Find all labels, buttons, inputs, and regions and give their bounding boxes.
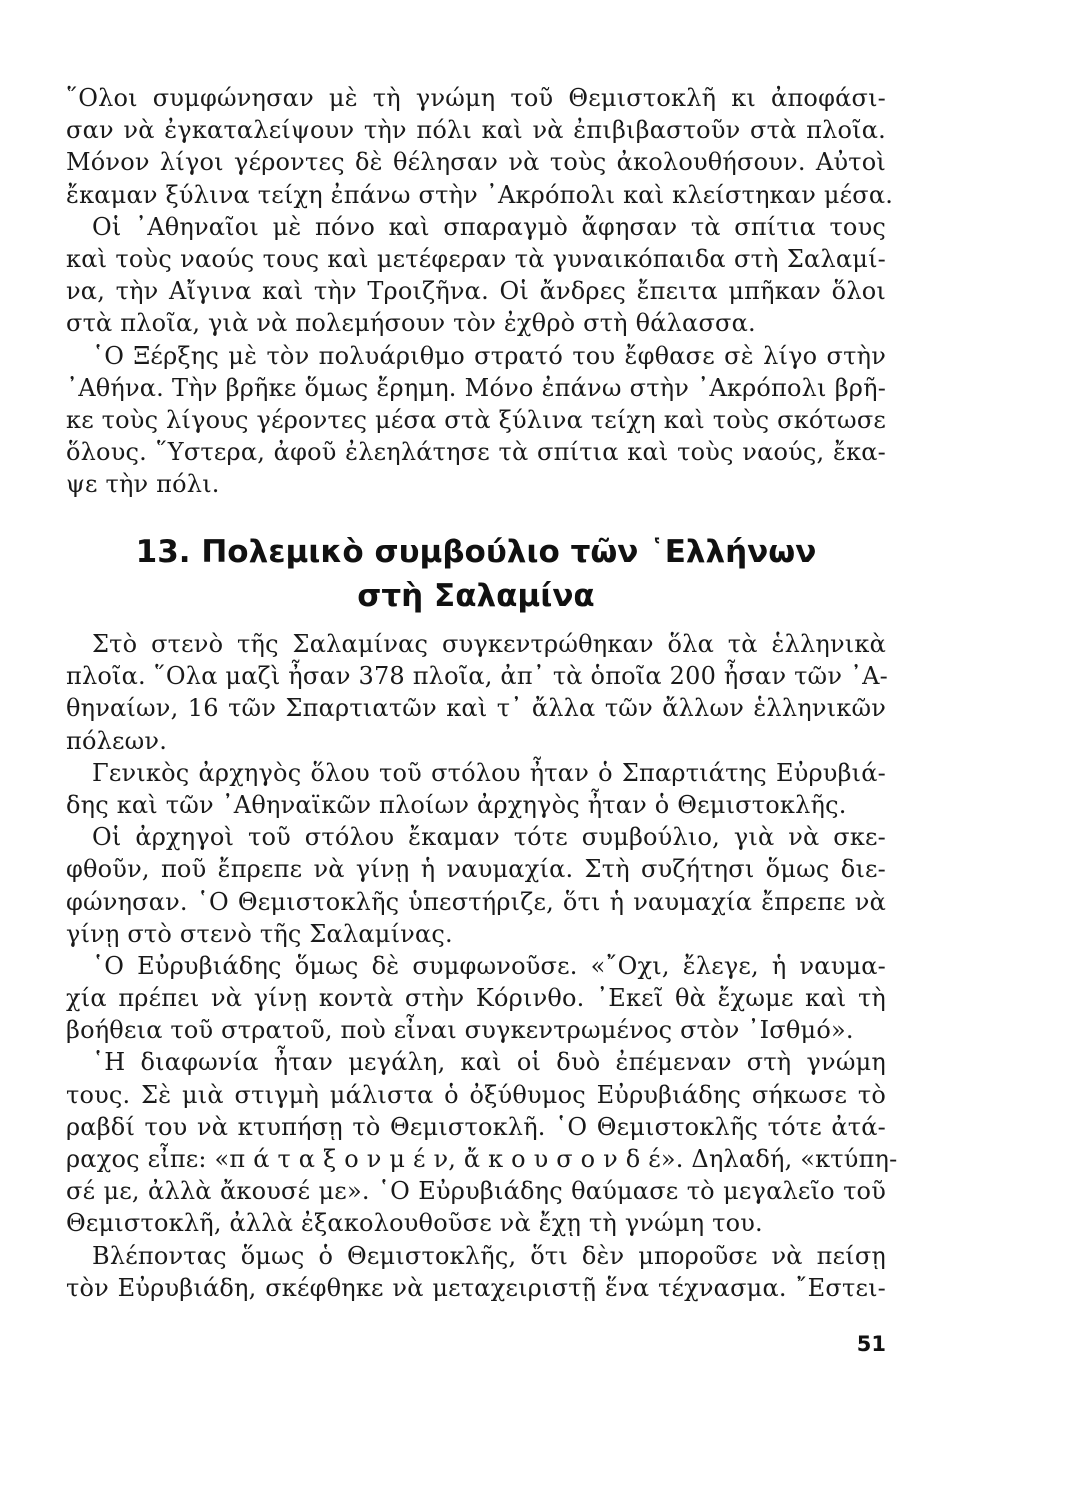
body-text-before-heading: [66, 82, 894, 500]
text-line: ραβδί του νὰ κτυπήσῃ τὸ Θεμιστοκλῆ. ῾Ο Θεμιστοκλῆς τότε ἀτά-: [66, 1112, 886, 1141]
text-line: ἔκαμαν ξύλινα τείχη ἐπάνω στὴν ᾿Ακρόπολι καὶ κλείστηκαν μέσα.: [66, 180, 894, 209]
text-line: ῾Ο Εὐρυβιάδης ὅμως δὲ συμφωνοῦσε. «῎Οχι, ἔλεγε, ἡ ναυμα-: [92, 951, 886, 980]
section-heading-line-2: στὴ Σαλαμίνα: [357, 578, 595, 614]
text-line: Μόνον λίγοι γέροντες δὲ θέλησαν νὰ τοὺς ἀκολουθήσουν. Αὐτοὶ: [66, 148, 886, 177]
page-number: 51: [856, 1332, 886, 1356]
text-line: φθοῦν, ποῦ ἔπρεπε νὰ γίνῃ ἡ ναυμαχία. Στὴ συζήτησι ὅμως διε-: [66, 855, 886, 884]
text-line: ψε τὴν πόλι.: [66, 470, 220, 499]
text-line: γίνῃ στὸ στενὸ τῆς Σαλαμίνας.: [66, 919, 453, 948]
section-heading-line-1: 13. Πολεμικὸ συμβούλιο τῶν ῾Ελλήνων: [135, 534, 817, 570]
text-line: σέ με, ἀλλὰ ἄκουσέ με». ῾Ο Εὐρυβιάδης θαύμασε τὸ μεγαλεῖο τοῦ: [66, 1177, 886, 1206]
text-line: ὅλους. ῞Υστερα, ἀφοῦ ἐλεηλάτησε τὰ σπίτια καὶ τοὺς ναούς, ἔκα-: [66, 438, 886, 467]
text-line: χία πρέπει νὰ γίνῃ κοντὰ στὴν Κόρινθο. ᾿Εκεῖ θὰ ἔχωμε καὶ τὴ: [66, 984, 886, 1013]
text-line: Θεμιστοκλῆ, ἀλλὰ ἐξακολουθοῦσε νὰ ἔχῃ τὴ γνώμη του.: [66, 1209, 763, 1238]
text-line: φώνησαν. ῾Ο Θεμιστοκλῆς ὑπεστήριζε, ὅτι ἡ ναυμαχία ἔπρεπε νὰ: [66, 887, 886, 916]
text-line: θηναίων, 16 τῶν Σπαρτιατῶν καὶ τ᾿ ἄλλα τῶν ἄλλων ἑλληνικῶν: [66, 694, 886, 723]
text-line: ραχος εἶπε: «π ά τ α ξ ο ν μ έ ν, ἄ κ ο υ σ ο ν δ έ». Δηλαδή, «κτύπη-: [66, 1145, 898, 1173]
text-line: πόλεων.: [66, 726, 168, 755]
text-line: πλοῖα. ῞Ολα μαζὶ ἦσαν 378 πλοῖα, ἀπ᾿ τὰ ὁποῖα 200 ἦσαν τῶν ᾿Α-: [66, 662, 888, 691]
text-line: δης καὶ τῶν ᾿Αθηναϊκῶν πλοίων ἀρχηγὸς ἦταν ὁ Θεμιστοκλῆς.: [66, 790, 847, 819]
text-line: Στὸ στενὸ τῆς Σαλαμίνας συγκεντρώθηκαν ὅλα τὰ ἑλληνικὰ: [92, 630, 886, 658]
text-line: Οἱ ἀρχηγοὶ τοῦ στόλου ἔκαμαν τότε συμβούλιο, γιὰ νὰ σκε-: [92, 823, 886, 852]
text-line: Οἱ ᾿Αθηναῖοι μὲ πόνο καὶ σπαραγμὸ ἄφησαν τὰ σπίτια τους: [92, 212, 886, 241]
text-line: Βλέποντας ὅμως ὁ Θεμιστοκλῆς, ὅτι δὲν μποροῦσε νὰ πείσῃ: [92, 1241, 886, 1270]
text-line: βοήθεια τοῦ στρατοῦ, ποὺ εἶναι συγκεντρωμένος στὸν ᾿Ισθμό».: [66, 1016, 854, 1045]
text-line: τὸν Εὐρυβιάδη, σκέφθηκε νὰ μεταχειριστῇ ἕνα τέχνασμα. ῎Εστει-: [66, 1273, 886, 1302]
text-line: Γενικὸς ἀρχηγὸς ὅλου τοῦ στόλου ἦταν ὁ Σπαρτιάτης Εὐρυβιά-: [92, 758, 886, 787]
text-line: να, τὴν Αἴγινα καὶ τὴν Τροιζῆνα. Οἱ ἄνδρες ἔπειτα μπῆκαν ὅλοι: [66, 277, 886, 306]
text-line: στὰ πλοῖα, γιὰ νὰ πολεμήσουν τὸν ἐχθρὸ στὴ θάλασσα.: [66, 309, 756, 338]
text-line: ῾Ο Ξέρξης μὲ τὸν πολυάριθμο στρατό του ἔφθασε σὲ λίγο στὴν: [92, 341, 886, 370]
text-line: ῾Η διαφωνία ἦταν μεγάλη, καὶ οἱ δυὸ ἐπέμεναν στὴ γνώμη: [92, 1048, 886, 1077]
text-line: καὶ τοὺς ναούς τους καὶ μετέφεραν τὰ γυναικόπαιδα στὴ Σαλαμί-: [66, 244, 886, 273]
section-heading: [66, 530, 886, 618]
text-line: κε τοὺς λίγους γέροντες μέσα στὰ ξύλινα τείχη καὶ τοὺς σκότωσε: [66, 405, 887, 434]
text-line: ᾿Αθήνα. Τὴν βρῆκε ὅμως ἔρημη. Μόνο ἐπάνω στὴν ᾿Ακρόπολι βρῆ-: [66, 373, 886, 402]
text-line: σαν νὰ ἐγκαταλείψουν τὴν πόλι καὶ νὰ ἐπιβιβαστοῦν στὰ πλοῖα.: [66, 116, 886, 145]
text-line: ῞Ολοι συμφώνησαν μὲ τὴ γνώμη τοῦ Θεμιστοκλῆ κι ἀποφάσι-: [66, 84, 886, 112]
body-text-after-heading: [66, 628, 898, 1304]
text-line: τους. Σὲ μιὰ στιγμὴ μάλιστα ὁ ὀξύθυμος Εὐρυβιάδης σήκωσε τὸ: [66, 1080, 886, 1109]
